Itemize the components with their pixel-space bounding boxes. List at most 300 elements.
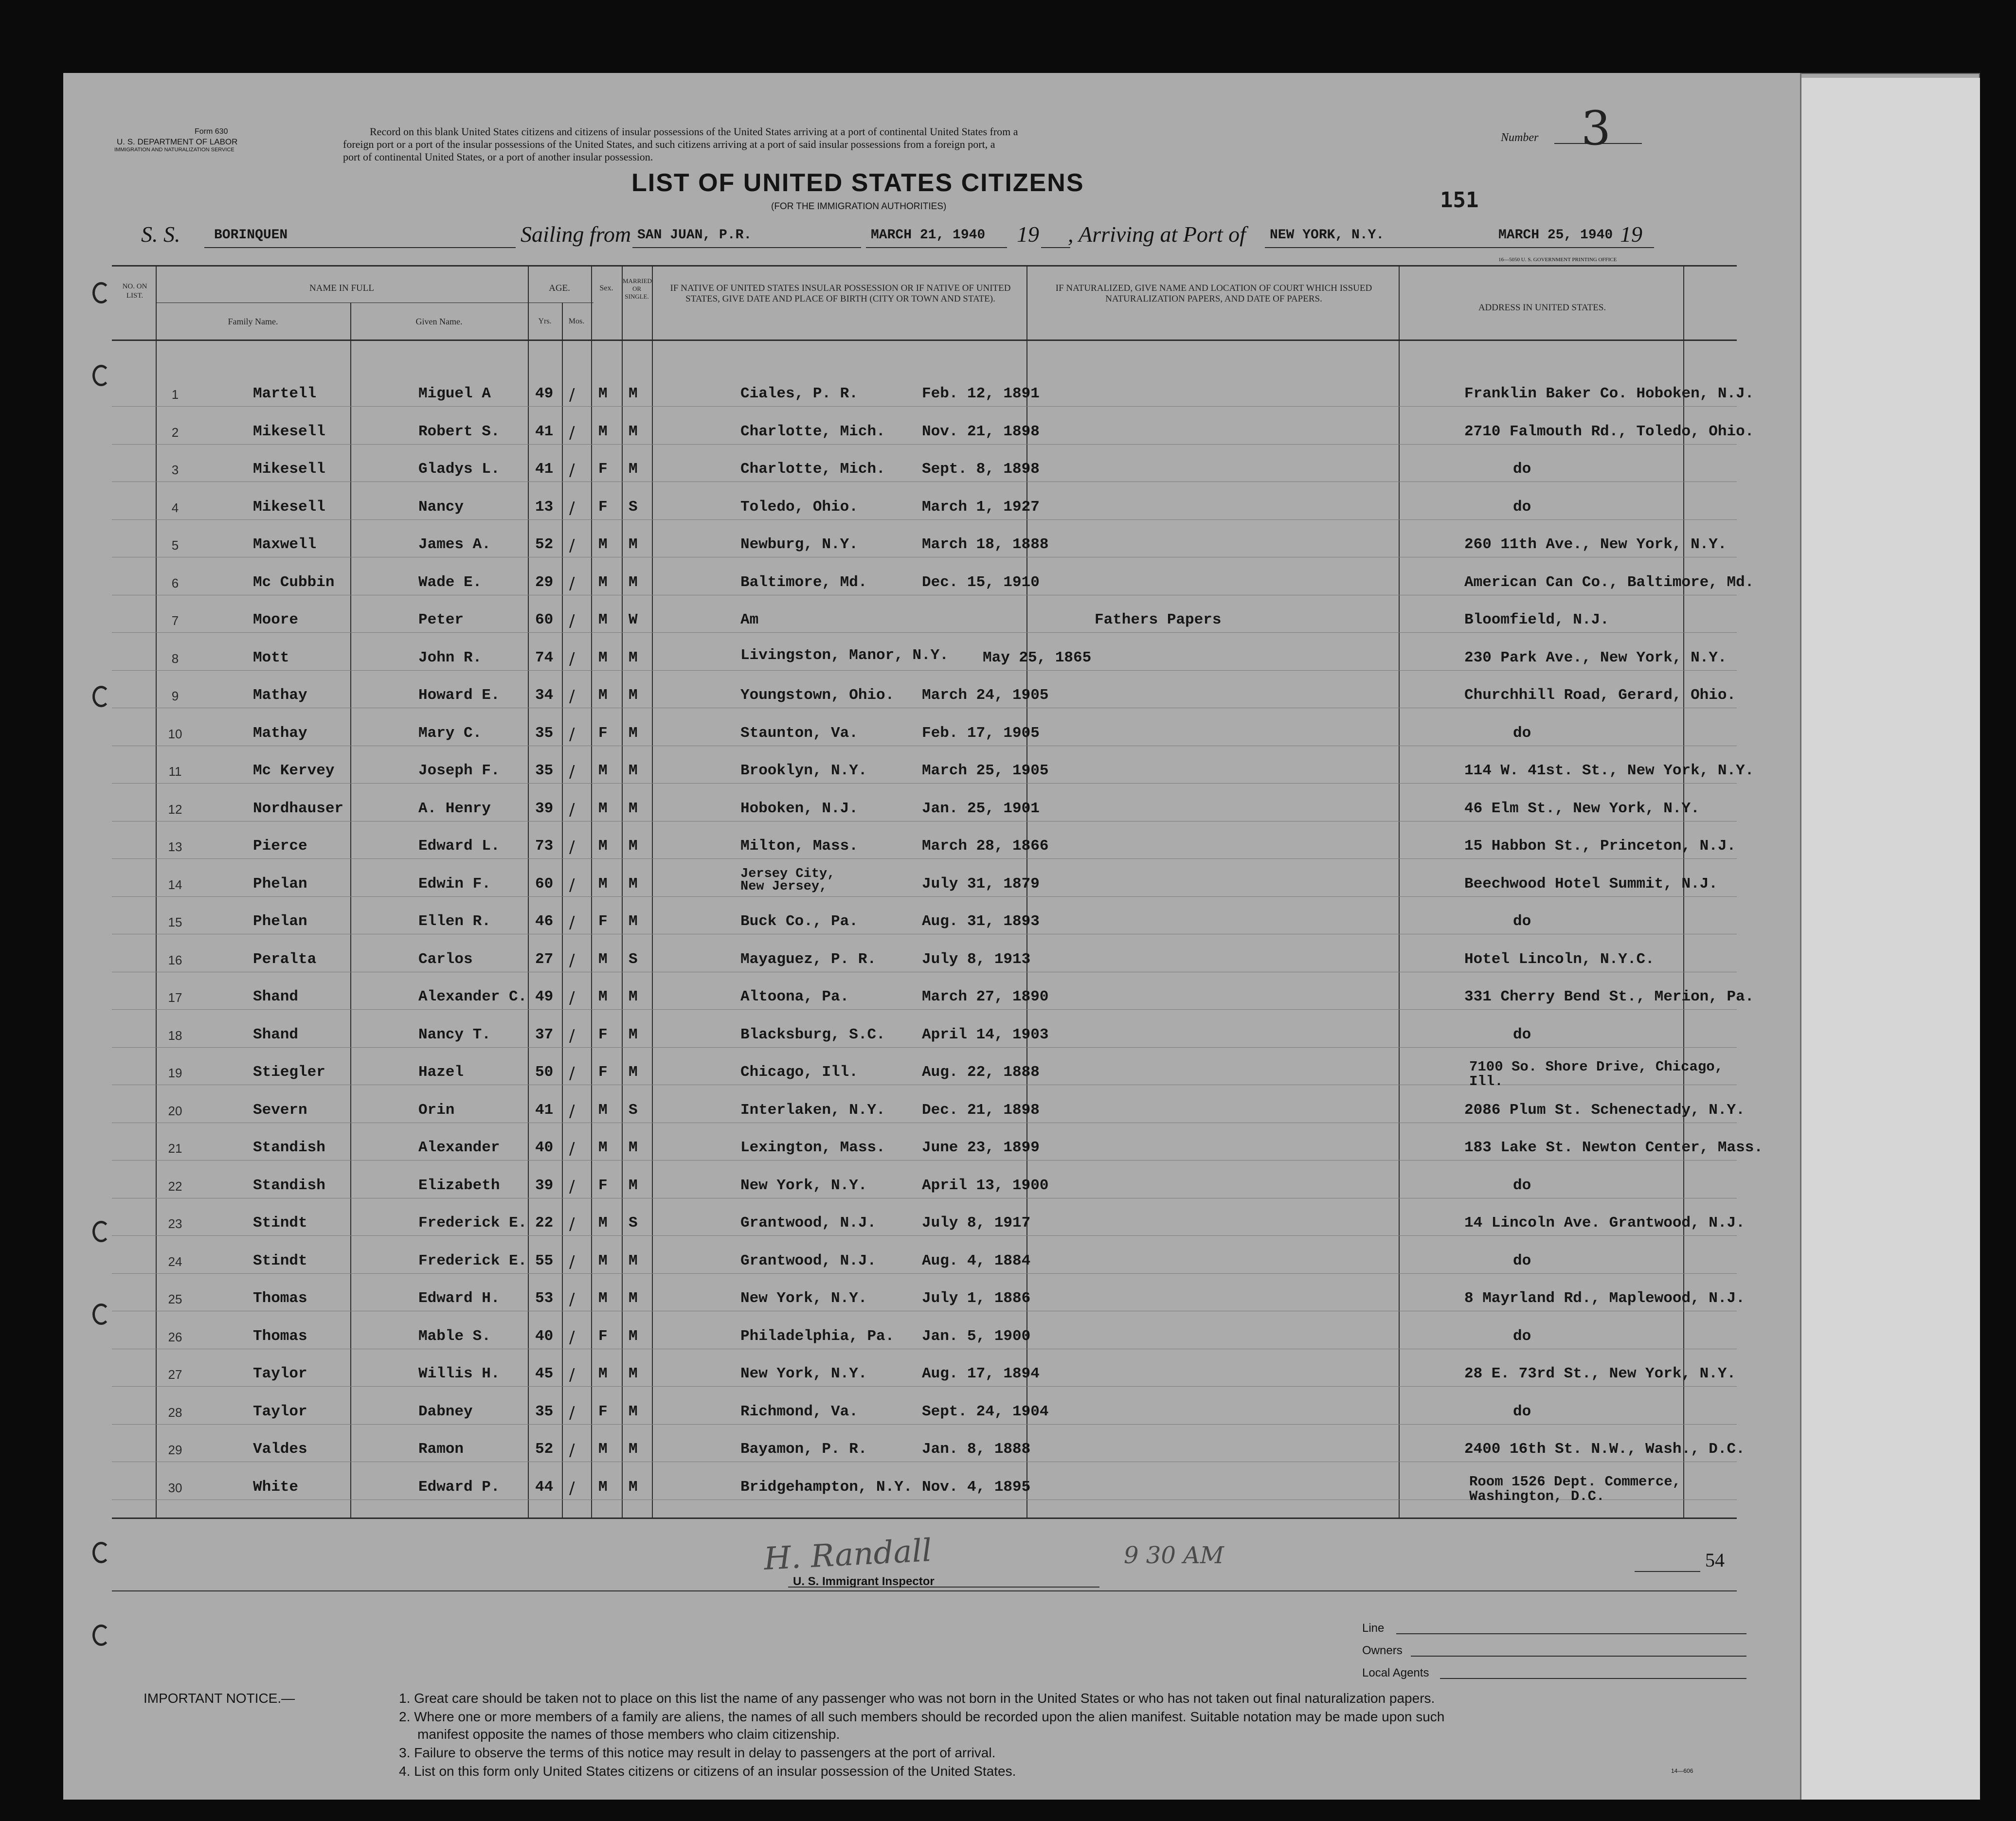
arriving-label: , Arriving at Port of: [1068, 222, 1246, 247]
birth-place: Jersey City, New Jersey,: [740, 866, 835, 894]
family-name: Pierce: [253, 838, 307, 855]
row-rule: [112, 444, 1737, 445]
header-sex: Sex.: [599, 284, 613, 292]
row-number: 7: [171, 613, 179, 628]
header-married-single: MARRIED OR SINGLE.: [623, 277, 652, 300]
line-label: Line: [1362, 1622, 1385, 1635]
birth-place: Staunton, Va.: [740, 724, 858, 742]
family-name: Valdes: [253, 1441, 307, 1458]
us-address: 46 Elm St., New York, N.Y.: [1464, 800, 1700, 817]
age-months: /: [569, 1026, 575, 1046]
us-address: do: [1513, 913, 1531, 930]
family-name: Mc Kervey: [253, 762, 335, 779]
us-address: do: [1513, 498, 1531, 516]
col-divider-married: [652, 265, 653, 1518]
age-months: /: [569, 838, 575, 857]
age-months: /: [569, 1177, 575, 1196]
row-number: 22: [168, 1178, 182, 1194]
age-years: 27: [535, 950, 554, 968]
age-years: 35: [535, 1403, 554, 1420]
age-months: /: [569, 950, 575, 970]
given-name: Hazel: [418, 1064, 464, 1081]
us-address: 230 Park Ave., New York, N.Y.: [1464, 649, 1727, 666]
age-months: /: [569, 1290, 575, 1309]
given-name: Peter: [418, 611, 464, 628]
age-years: 45: [535, 1365, 554, 1382]
age-years: 41: [535, 1101, 554, 1119]
age-years: 37: [535, 1026, 554, 1043]
row-number: 5: [171, 538, 179, 553]
form-number: Form 630: [195, 127, 228, 136]
given-name: Wade E.: [418, 573, 482, 591]
age-months: /: [569, 1365, 575, 1385]
marital-status: M: [629, 1478, 638, 1496]
binder-hole: [92, 365, 110, 386]
record-instructions-line-1: Record on this blank United States citizens and citizens of insular possessions of the United States arriving at a port of continental United States from a: [370, 125, 1018, 138]
marital-status: M: [629, 1290, 638, 1307]
family-name: Moore: [253, 611, 299, 628]
birth-date: Dec. 21, 1898: [922, 1101, 1040, 1119]
given-name: Edward L.: [418, 838, 500, 855]
age-years: 40: [535, 1327, 554, 1345]
sex: F: [598, 498, 608, 516]
birth-date: Aug. 17, 1894: [922, 1365, 1040, 1382]
family-name: Stiegler: [253, 1064, 325, 1081]
row-rule: [112, 1047, 1737, 1048]
row-number: 28: [168, 1405, 182, 1420]
row-number: 27: [168, 1367, 182, 1382]
row-number: 24: [168, 1254, 182, 1269]
row-number: 30: [168, 1480, 182, 1495]
row-number: 13: [168, 839, 182, 854]
age-years: 41: [535, 461, 554, 478]
age-months: /: [569, 461, 575, 480]
family-name: White: [253, 1478, 299, 1496]
sex: M: [598, 1290, 608, 1307]
sex: M: [598, 875, 608, 893]
marital-status: M: [629, 1403, 638, 1420]
us-address: do: [1513, 1177, 1531, 1194]
age-months: /: [569, 800, 575, 820]
given-name: Mable S.: [418, 1327, 491, 1345]
birth-date: Aug. 22, 1888: [922, 1064, 1040, 1081]
sex: M: [598, 800, 608, 817]
given-name: Edward P.: [418, 1478, 500, 1496]
us-address: 15 Habbon St., Princeton, N.J.: [1464, 838, 1736, 855]
form-subtitle: (FOR THE IMMIGRATION AUTHORITIES): [771, 201, 947, 212]
birth-date: Sept. 24, 1904: [922, 1403, 1049, 1420]
notice-label: IMPORTANT NOTICE.—: [144, 1691, 295, 1706]
age-months: /: [569, 1327, 575, 1347]
age-years: 44: [535, 1478, 554, 1496]
birth-place: Lexington, Mass.: [740, 1139, 885, 1156]
given-name: Elizabeth: [418, 1177, 500, 1194]
birth-date: July 8, 1917: [922, 1214, 1031, 1232]
document-sheet: [63, 73, 1980, 1800]
family-name: Phelan: [253, 875, 307, 893]
sex: M: [598, 573, 608, 591]
given-name: Dabney: [418, 1403, 473, 1420]
ship-underline: [204, 247, 516, 248]
age-months: /: [569, 1403, 575, 1423]
family-name: Mathay: [253, 724, 307, 742]
form-title: LIST OF UNITED STATES CITIZENS: [631, 169, 1084, 197]
birth-place: Mayaguez, P. R.: [740, 950, 877, 968]
row-number: 9: [171, 689, 179, 703]
col-divider-no: [156, 265, 157, 1518]
marital-status: M: [629, 762, 638, 779]
birth-place: Newburg, N.Y.: [740, 536, 858, 553]
family-name: Standish: [253, 1139, 325, 1156]
us-address: do: [1513, 724, 1531, 742]
notice-item-2b: manifest opposite the names of those members who claim citizenship.: [417, 1727, 840, 1742]
row-number: 29: [168, 1443, 182, 1457]
birth-place: Interlaken, N.Y.: [740, 1101, 885, 1119]
marital-status: M: [629, 1064, 638, 1081]
row-rule: [112, 670, 1737, 671]
birth-place: Buck Co., Pa.: [740, 913, 858, 930]
birth-date: Nov. 21, 1898: [922, 423, 1040, 440]
arrival-port-underline: [1265, 247, 1494, 248]
row-rule: [112, 1273, 1737, 1274]
birth-place: Chicago, Ill.: [740, 1064, 858, 1081]
sailing-date: MARCH 21, 1940: [871, 228, 986, 243]
age-months: /: [569, 1214, 575, 1234]
sex: M: [598, 1214, 608, 1232]
birth-place: Bayamon, P. R.: [740, 1441, 867, 1458]
marital-status: M: [629, 988, 638, 1005]
sex: M: [598, 950, 608, 968]
age-years: 73: [535, 838, 554, 855]
arrival-date-underline: [1494, 247, 1654, 248]
age-years: 41: [535, 423, 554, 440]
us-address: 2086 Plum St. Schenectady, N.Y.: [1464, 1101, 1745, 1119]
header-given-name: Given Name.: [415, 317, 463, 326]
birth-place: New York, N.Y.: [740, 1177, 867, 1194]
us-address: 2400 16th St. N.W., Wash., D.C.: [1464, 1441, 1745, 1458]
age-years: 53: [535, 1290, 554, 1307]
record-instructions-line-3: port of continental United States, or a port of another insular possession.: [343, 151, 653, 163]
given-name: Orin: [418, 1101, 455, 1119]
marital-status: M: [629, 913, 638, 930]
passenger-count: 54: [1705, 1549, 1725, 1571]
birth-date: May 25, 1865: [983, 649, 1092, 666]
birth-date: Feb. 17, 1905: [922, 724, 1040, 742]
page-stamp: 151: [1440, 188, 1479, 213]
ship-name: BORINQUEN: [214, 228, 288, 243]
sex: M: [598, 1441, 608, 1458]
family-name: Nordhauser: [253, 800, 344, 817]
sailing-year-suffix: 19: [1017, 222, 1039, 247]
row-rule: [112, 1009, 1737, 1010]
marital-status: M: [629, 1252, 638, 1269]
row-rule: [112, 858, 1737, 859]
age-years: 60: [535, 875, 554, 893]
sex: F: [598, 1026, 608, 1043]
given-name: Nancy: [418, 498, 464, 516]
marital-status: M: [629, 1327, 638, 1345]
given-name: Nancy T.: [418, 1026, 491, 1043]
age-years: 74: [535, 649, 554, 666]
marital-status: S: [629, 498, 638, 516]
sex: M: [598, 1365, 608, 1382]
col-divider-family: [350, 303, 351, 1518]
given-name: Ellen R.: [418, 913, 491, 930]
line-field: [1396, 1633, 1746, 1634]
age-years: 22: [535, 1214, 554, 1232]
us-address: 331 Cherry Bend St., Merion, Pa.: [1464, 988, 1754, 1005]
family-name: Standish: [253, 1177, 325, 1194]
birth-date: April 13, 1900: [922, 1177, 1049, 1194]
age-months: /: [569, 1441, 575, 1460]
age-months: /: [569, 498, 575, 518]
given-name: Robert S.: [418, 423, 500, 440]
age-months: /: [569, 423, 575, 443]
birth-place: Philadelphia, Pa.: [740, 1327, 895, 1345]
given-name: James A.: [418, 536, 491, 553]
table-top-border: [112, 265, 1737, 267]
binder-hole: [92, 686, 110, 707]
birth-place: Milton, Mass.: [740, 838, 858, 855]
sex: M: [598, 838, 608, 855]
age-years: 50: [535, 1064, 554, 1081]
birth-date: June 23, 1899: [922, 1139, 1040, 1156]
birth-date: Nov. 4, 1895: [922, 1478, 1031, 1496]
us-address: Churchhill Road, Gerard, Ohio.: [1464, 687, 1736, 704]
given-name: Willis H.: [418, 1365, 500, 1382]
given-name: Edwin F.: [418, 875, 491, 893]
birth-date: July 8, 1913: [922, 950, 1031, 968]
row-rule: [112, 632, 1737, 633]
given-name: Howard E.: [418, 687, 500, 704]
header-age: AGE.: [549, 283, 570, 293]
sex: M: [598, 385, 608, 402]
record-instructions-line-2: foreign port or a port of the insular possessions of the United States, and such citizens arriving at a port of said insular possessions from a foreign port, a: [343, 138, 995, 150]
marital-status: W: [629, 611, 638, 628]
birth-place: Blacksburg, S.C.: [740, 1026, 885, 1043]
given-name: A. Henry: [418, 800, 491, 817]
sex: M: [598, 687, 608, 704]
family-name: Peralta: [253, 950, 317, 968]
birth-place: Altoona, Pa.: [740, 988, 849, 1005]
row-number: 4: [171, 500, 179, 515]
marital-status: M: [629, 423, 638, 440]
age-months: /: [569, 385, 575, 405]
birth-date: March 25, 1905: [922, 762, 1049, 779]
birth-place: Grantwood, N.J.: [740, 1252, 877, 1269]
manifest-page: [63, 73, 1801, 1800]
sex: M: [598, 1139, 608, 1156]
birth-date: Jan. 5, 1900: [922, 1327, 1031, 1345]
birth-place: Bridgehampton, N.Y.: [740, 1478, 913, 1496]
age-years: 39: [535, 1177, 554, 1194]
birth-place: Ciales, P. R.: [740, 385, 858, 402]
age-years: 52: [535, 536, 554, 553]
header-address: ADDRESS IN UNITED STATES.: [1478, 303, 1606, 313]
given-name: Alexander: [418, 1139, 500, 1156]
row-number: 3: [171, 463, 179, 477]
birth-date: Jan. 25, 1901: [922, 800, 1040, 817]
row-rule: [112, 1424, 1737, 1425]
birth-place: Charlotte, Mich.: [740, 423, 885, 440]
us-address: do: [1513, 1327, 1531, 1345]
row-rule: [112, 1235, 1737, 1236]
inspector-signature: H. Randall: [763, 1533, 933, 1577]
service-name: IMMIGRATION AND NATURALIZATION SERVICE: [114, 147, 234, 153]
row-number: 10: [168, 726, 182, 741]
us-address: do: [1513, 1403, 1531, 1420]
owners-label: Owners: [1362, 1644, 1403, 1657]
age-years: 34: [535, 687, 554, 704]
us-address: do: [1513, 1252, 1531, 1269]
family-name: Taylor: [253, 1365, 307, 1382]
row-number: 8: [171, 651, 179, 666]
age-years: 49: [535, 988, 554, 1005]
age-years: 35: [535, 724, 554, 742]
sex: F: [598, 724, 608, 742]
birth-date: April 14, 1903: [922, 1026, 1049, 1043]
family-name: Severn: [253, 1101, 307, 1119]
birth-date: Aug. 4, 1884: [922, 1252, 1031, 1269]
given-name: Alexander C.: [418, 988, 527, 1005]
marital-status: M: [629, 838, 638, 855]
notice-item-3: 3. Failure to observe the terms of this notice may result in delay to passengers at the port of arrival.: [399, 1745, 996, 1760]
form-code: 14—606: [1671, 1767, 1693, 1774]
family-name: Mikesell: [253, 423, 325, 440]
age-months: /: [569, 724, 575, 744]
binder-hole: [92, 1625, 110, 1646]
age-years: 55: [535, 1252, 554, 1269]
marital-status: M: [629, 536, 638, 553]
birth-date: Jan. 8, 1888: [922, 1441, 1031, 1458]
birth-date: Aug. 31, 1893: [922, 913, 1040, 930]
marital-status: M: [629, 649, 638, 666]
age-months: /: [569, 687, 575, 706]
us-address: 260 11th Ave., New York, N.Y.: [1464, 536, 1727, 553]
family-name: Shand: [253, 988, 299, 1005]
marital-status: M: [629, 1177, 638, 1194]
age-months: /: [569, 875, 575, 895]
row-number: 2: [171, 425, 179, 440]
birth-place: Grantwood, N.J.: [740, 1214, 877, 1232]
age-months: /: [569, 649, 575, 669]
marital-status: M: [629, 1441, 638, 1458]
marital-status: M: [629, 1026, 638, 1043]
given-name: Gladys L.: [418, 461, 500, 478]
row-rule: [112, 783, 1737, 784]
birth-date: March 18, 1888: [922, 536, 1049, 553]
birth-date: March 1, 1927: [922, 498, 1040, 516]
row-number: 26: [168, 1329, 182, 1344]
col-divider-given: [528, 265, 529, 1518]
department-name: U. S. DEPARTMENT OF LABOR: [117, 137, 238, 146]
col-divider-naturalized: [1399, 265, 1400, 1518]
age-years: 49: [535, 385, 554, 402]
notice-item-1: 1. Great care should be taken not to place on this list the name of any passenger who was not born in the United States or who has not taken out final naturalization papers.: [399, 1691, 1435, 1706]
arrival-year-suffix: 19: [1620, 222, 1642, 247]
birth-place: Hoboken, N.J.: [740, 800, 858, 817]
sex: F: [598, 1327, 608, 1345]
row-number: 20: [168, 1103, 182, 1118]
notice-item-2a: 2. Where one or more members of a family are aliens, the names of all such members should be recorded upon the alien manifest. Suitable notation may be made upon such: [399, 1709, 1445, 1724]
sex: M: [598, 1478, 608, 1496]
us-address: do: [1513, 461, 1531, 478]
age-years: 40: [535, 1139, 554, 1156]
sailing-date-underline: [866, 247, 1007, 248]
header-naturalization: IF NATURALIZED, GIVE NAME AND LOCATION OF COURT WHICH ISSUED NATURALIZATION PAPERS, AND DATE OF PAPERS.: [1055, 283, 1372, 304]
age-years: 29: [535, 573, 554, 591]
row-number: 11: [168, 764, 182, 779]
col-divider-mos: [591, 265, 592, 1518]
us-address: American Can Co., Baltimore, Md.: [1464, 573, 1754, 591]
us-address: Hotel Lincoln, N.Y.C.: [1464, 950, 1655, 968]
departure-underline: [632, 247, 861, 248]
row-number: 6: [171, 575, 179, 590]
family-name: Martell: [253, 385, 317, 402]
given-name: Frederick E.: [418, 1252, 527, 1269]
marital-status: S: [629, 950, 638, 968]
local-agents-field: [1440, 1678, 1746, 1679]
sex: M: [598, 762, 608, 779]
header-no-on-list: NO. ON LIST.: [122, 283, 147, 300]
row-rule: [112, 896, 1737, 897]
family-name: Thomas: [253, 1327, 307, 1345]
header-years: Yrs.: [538, 317, 552, 325]
given-name: Ramon: [418, 1441, 464, 1458]
family-name: Thomas: [253, 1290, 307, 1307]
age-months: /: [569, 1252, 575, 1272]
departure-port: SAN JUAN, P.R.: [637, 228, 752, 243]
col-divider-yrs: [562, 303, 563, 1518]
row-rule: [112, 1386, 1737, 1387]
inspector-title: U. S. Immigrant Inspector: [793, 1575, 935, 1588]
age-months: /: [569, 1478, 575, 1498]
printer-imprint: 16—5050 U. S. GOVERNMENT PRINTING OFFICE: [1498, 257, 1617, 263]
binder-hole: [92, 1542, 110, 1563]
us-address: do: [1513, 1026, 1531, 1043]
marital-status: M: [629, 1139, 638, 1156]
family-name: Mott: [253, 649, 289, 666]
given-name: John R.: [418, 649, 482, 666]
row-rule: [112, 519, 1737, 520]
sex: M: [598, 536, 608, 553]
age-years: 52: [535, 1441, 554, 1458]
us-address: Room 1526 Dept. Commerce, Washington, D.C.: [1469, 1473, 1681, 1504]
age-years: 46: [535, 913, 554, 930]
col-divider-sex: [622, 265, 623, 1518]
binder-hole: [92, 1221, 110, 1242]
marital-status: S: [629, 1214, 638, 1232]
row-number: 15: [168, 915, 182, 929]
birth-date: March 28, 1866: [922, 838, 1049, 855]
us-address: Bloomfield, N.J.: [1464, 611, 1609, 628]
age-years: 39: [535, 800, 554, 817]
us-address: 7100 So. Shore Drive, Chicago, Ill.: [1469, 1059, 1724, 1089]
sailing-year-underline: [1041, 247, 1070, 248]
given-name: Mary C.: [418, 724, 482, 742]
birth-date: July 1, 1886: [922, 1290, 1031, 1307]
given-name: Miguel A: [418, 385, 491, 402]
us-address: 183 Lake St. Newton Center, Mass.: [1464, 1139, 1763, 1156]
ss-label: S. S.: [141, 222, 180, 247]
row-number: 16: [168, 952, 182, 967]
sex: F: [598, 1064, 608, 1081]
row-number: 25: [168, 1292, 182, 1306]
us-address: 14 Lincoln Ave. Grantwood, N.J.: [1464, 1214, 1745, 1232]
sex: F: [598, 1177, 608, 1194]
row-rule: [112, 406, 1737, 407]
family-name: Mikesell: [253, 461, 325, 478]
